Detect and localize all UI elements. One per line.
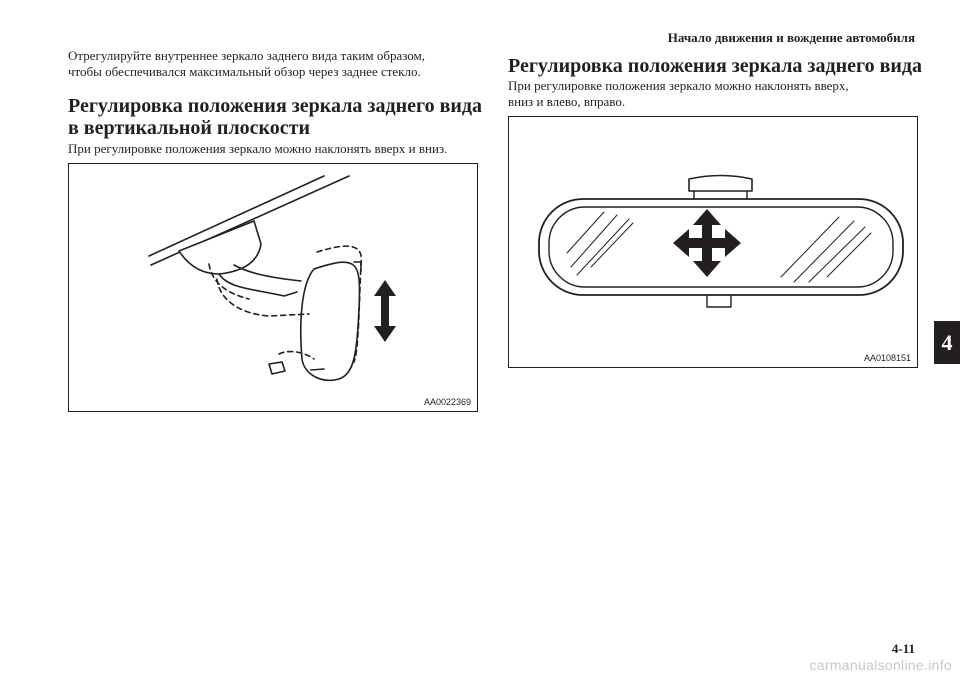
vertical-adjust-text: При регулировке положения зеркало можно наклонять вверх и вниз. — [68, 141, 448, 156]
page-number: 4-11 — [891, 641, 915, 656]
mirror-side-illustration — [69, 164, 477, 411]
watermark: carmanualsonline.info — [809, 657, 952, 673]
mirror-body-current — [301, 262, 360, 380]
section-heading-mirror: Регулировка положения зеркала заднего вида — [508, 55, 923, 77]
intro-line-2: чтобы обеспечивался максимальный обзор через заднее стекло. — [68, 64, 421, 79]
figure-code: AA0022369 — [423, 397, 471, 407]
page-header: Начало движения и вождение автомобиля — [667, 30, 915, 45]
figure-code: AA0108151 — [863, 353, 911, 363]
intro-line-1: Отрегулируйте внутреннее зеркало заднего вида таким образом, — [68, 48, 426, 63]
mirror-adjust-text-line-1: При регулировке положения зеркало можно наклонять вверх, — [508, 78, 849, 93]
section-heading-vertical-line-1: Регулировка положения зеркала заднего вида — [68, 95, 483, 117]
mirror-front-illustration — [509, 117, 917, 367]
figure-mirror-adjust — [508, 116, 918, 368]
mirror-detail — [311, 369, 324, 370]
up-down-arrow-icon — [374, 280, 396, 342]
figure-vertical-adjust — [68, 163, 478, 412]
mirror-arm-alternate — [217, 279, 309, 316]
chapter-tab: 4 — [934, 321, 960, 364]
mirror-top-mount — [689, 176, 752, 192]
mirror-mount — [179, 221, 261, 274]
mirror-bottom-clip — [707, 295, 731, 307]
mirror-bottom-tab — [269, 362, 285, 374]
section-heading-vertical-line-2: в вертикальной плоскости — [68, 117, 311, 139]
mirror-adjust-text-line-2: вниз и влево, вправо. — [508, 94, 626, 109]
